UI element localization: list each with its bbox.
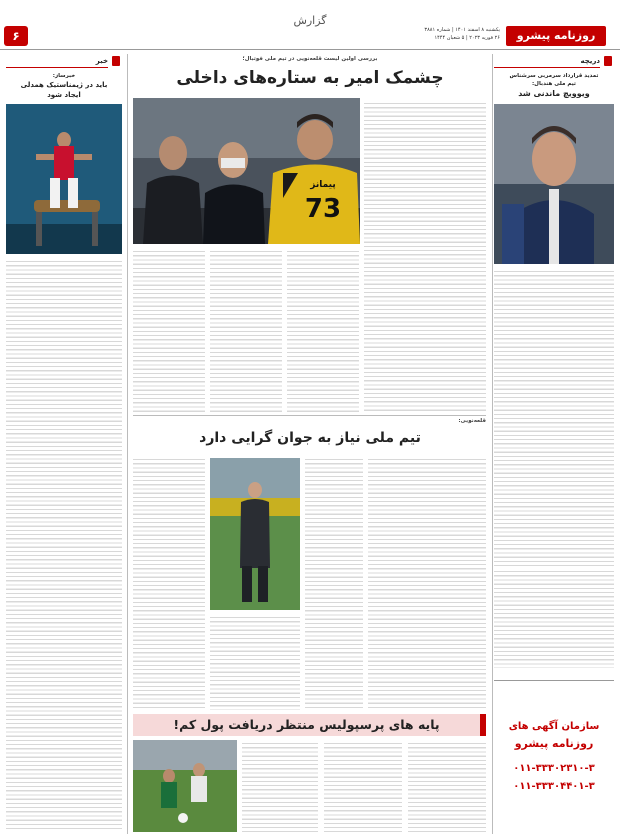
tag-underline xyxy=(6,67,108,68)
tag-marker-icon xyxy=(112,56,120,66)
main-col-2-text xyxy=(210,248,282,412)
second-col-3-text xyxy=(305,456,363,710)
right-headline-3: ویوویچ ماندنی شد xyxy=(518,89,590,98)
second-col-2-text xyxy=(210,614,300,710)
left-column-body xyxy=(6,258,122,832)
right-column-tag xyxy=(494,54,614,68)
main-kicker: بررسی اولین لیست قلعه‌نویی در تیم ملی فوتبال؛ xyxy=(242,56,378,62)
section-title: گزارش xyxy=(293,14,327,27)
ad-title: سازمان آگهی های xyxy=(508,721,600,732)
third-photo-scene xyxy=(133,740,237,832)
second-photo xyxy=(210,458,300,610)
date-line-2: ۲۶ فوریه ۲۰۲۳ | ۵ شعبان ۱۴۴۴ xyxy=(434,35,500,41)
third-headline-band xyxy=(133,714,486,736)
left-column-tag xyxy=(6,54,122,68)
right-column-body xyxy=(494,268,614,568)
jersey-name: پیمانز xyxy=(310,180,336,190)
left-headline-2: باید در ژیمناستیک همدلی xyxy=(20,81,108,89)
right-headline-block xyxy=(494,72,614,99)
ad-box xyxy=(494,680,614,830)
right-headline-1: تمدید قرارداد سرمربی سرشناس xyxy=(509,73,599,79)
date-info xyxy=(380,26,500,42)
second-col-1-text xyxy=(133,456,205,710)
third-col-2-text xyxy=(324,740,402,832)
left-tag-label: خبر xyxy=(95,57,108,65)
right-tag-label: دریچه xyxy=(580,57,600,65)
right-column-body-2 xyxy=(494,568,614,668)
third-photo xyxy=(133,740,237,832)
left-headline-block xyxy=(6,72,122,100)
column-divider-left xyxy=(127,54,128,834)
second-col-4-text xyxy=(368,456,486,710)
main-col-right-text xyxy=(364,100,486,412)
second-headline: تیم ملی نیاز به جوان گرایی دارد xyxy=(199,430,421,446)
left-headline-3: ایجاد شود xyxy=(47,91,81,99)
jersey-number: 73 xyxy=(304,194,342,224)
left-headline-1: خبرساز: xyxy=(52,73,76,79)
page-header xyxy=(0,0,620,50)
story-divider-1 xyxy=(133,415,486,416)
second-photo-scene xyxy=(210,458,300,610)
ad-phone-1: ۰۱۱-۳۳۳۰۲۳۱۰-۳ xyxy=(513,763,595,774)
column-divider-right xyxy=(492,54,493,834)
ad-subtitle: روزنامه پیشرو xyxy=(514,737,594,750)
ad-phone-2: ۰۱۱-۳۳۳۰۴۴۰۱-۳ xyxy=(513,781,595,792)
tag-marker-icon xyxy=(604,56,612,66)
main-photo xyxy=(133,98,360,244)
gymnast-photo-scene xyxy=(6,104,122,254)
third-col-3-text xyxy=(408,740,486,832)
third-col-1-text xyxy=(242,740,318,832)
second-kicker: قلعه‌نویی: xyxy=(458,418,486,424)
main-col-3-text xyxy=(287,248,359,412)
main-headline: چشمک امیر به ستاره‌های داخلی xyxy=(176,68,444,88)
page-number: ۶ xyxy=(4,26,28,46)
tag-underline xyxy=(494,67,600,68)
coach-photo xyxy=(494,104,614,264)
newspaper-logo: روزنامه پیشرو xyxy=(506,26,606,46)
third-headline: پایه های پرسپولیس منتظر دریافت پول کم! xyxy=(173,717,440,732)
right-headline-2: تیم ملی هندبال: xyxy=(531,81,576,87)
gymnast-photo xyxy=(6,104,122,254)
date-line-1: یکشنبه ۸ اسفند ۱۴۰۱ | شماره ۳۸۸۱ xyxy=(424,27,500,33)
main-col-1-text xyxy=(133,248,205,412)
coach-photo-figure xyxy=(494,104,614,264)
